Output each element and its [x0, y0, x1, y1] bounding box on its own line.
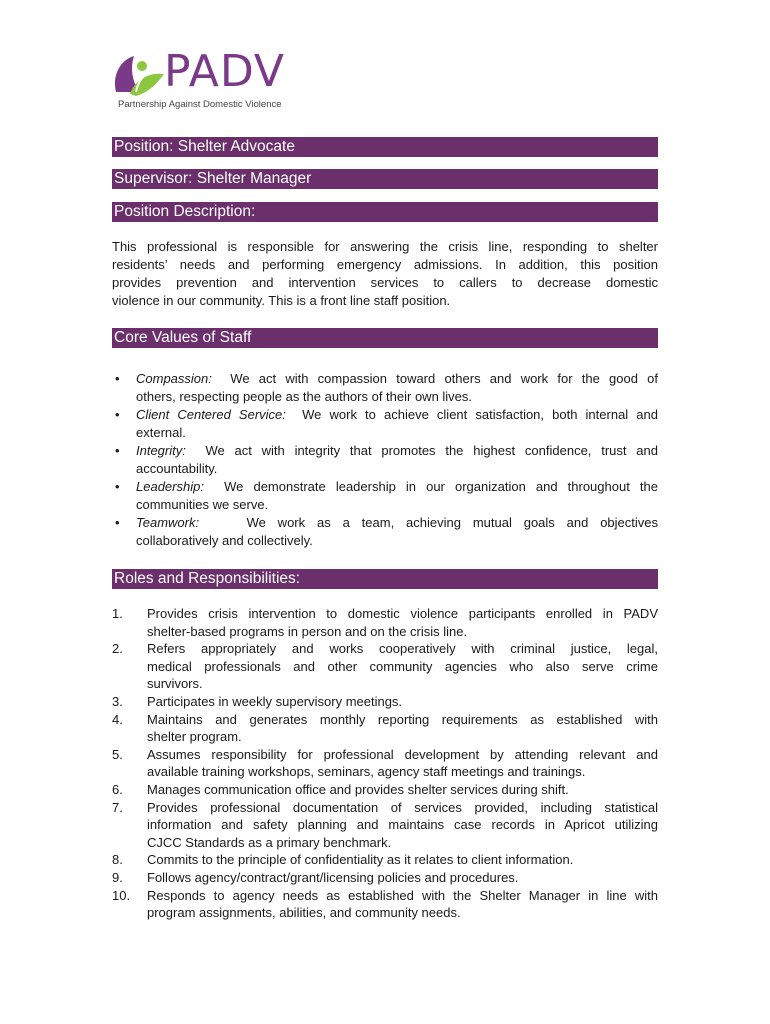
role-number: 4.: [112, 711, 123, 727]
position-title: Position: Shelter Advocate: [112, 137, 658, 157]
value-name: Client Centered Service:: [136, 407, 286, 422]
role-line: Assumes responsibility for professional development by attending relevant and: [147, 746, 658, 762]
role-line: available training workshops, seminars, agency staff meetings and trainings.: [147, 764, 586, 780]
role-line: shelter-based programs in person and on the crisis line.: [147, 623, 468, 639]
role-number: 7.: [112, 799, 123, 815]
value-line: [136, 442, 658, 460]
supervisor-title: Supervisor: Shelter Manager: [112, 169, 658, 189]
logo-tagline: Partnership Against Domestic Violence: [118, 99, 282, 110]
hands-leaf-icon: [112, 52, 166, 98]
role-item: [112, 640, 658, 693]
logo-wordmark: PADV: [164, 46, 286, 97]
value-name: Integrity:: [136, 443, 186, 458]
role-line: Commits to the principle of confidentiality as it relates to client information.: [147, 852, 574, 868]
description-line: provides prevention and intervention services to callers to decrease domestic: [112, 275, 658, 290]
position-description-header: Position Description:: [112, 202, 658, 222]
description-line: residents’ needs and performing emergency admissions. In addition, this position: [112, 257, 658, 272]
role-line: Provides professional documentation of services provided, including statistical: [147, 799, 658, 815]
role-line: shelter program.: [147, 729, 242, 745]
roles-header: Roles and Responsibilities:: [112, 569, 658, 589]
bullet-icon: •: [115, 407, 120, 422]
role-line: Participates in weekly supervisory meetings.: [147, 693, 403, 709]
core-value-item: [112, 406, 658, 442]
value-line: accountability.: [136, 461, 218, 476]
role-number: 3.: [112, 693, 123, 709]
padv-logo: [112, 46, 292, 120]
core-value-item: [112, 442, 658, 478]
value-line: [136, 478, 658, 496]
role-item: [112, 746, 658, 781]
role-line: CJCC Standards as a primary benchmark.: [147, 834, 392, 850]
value-name: Leadership:: [136, 479, 204, 494]
value-line: [136, 406, 658, 424]
bullet-icon: •: [115, 479, 120, 494]
core-values-list: [112, 370, 658, 550]
role-item: [112, 799, 658, 852]
role-number: 1.: [112, 606, 123, 621]
role-item: [112, 711, 658, 746]
role-item: [112, 887, 658, 922]
position-description-text: [112, 238, 658, 310]
role-line: program assignments, abilities, and community needs.: [147, 905, 461, 921]
role-item: [112, 781, 658, 799]
role-number: 8.: [112, 852, 123, 868]
value-name: Teamwork:: [136, 515, 200, 530]
role-line: Manages communication office and provides shelter services during shift.: [147, 781, 569, 797]
value-text: We work to achieve client satisfaction, both internal and: [302, 407, 658, 422]
role-line: survivors.: [147, 676, 203, 692]
role-line: Refers appropriately and works cooperatively with criminal justice, legal,: [147, 641, 658, 657]
core-value-item: [112, 514, 658, 550]
value-line: communities we serve.: [136, 497, 269, 512]
role-line: Maintains and generates monthly reporting requirements as established with: [147, 711, 658, 727]
core-value-item: [112, 370, 658, 406]
role-line: Follows agency/contract/grant/licensing policies and procedures.: [147, 869, 519, 885]
value-text: We act with compassion toward others and work for the good of: [230, 371, 658, 386]
role-item: [112, 851, 658, 869]
value-name: Compassion:: [136, 371, 212, 386]
role-number: 6.: [112, 781, 123, 797]
core-value-item: [112, 478, 658, 514]
bullet-icon: •: [115, 443, 120, 458]
description-line: violence in our community. This is a front line staff position.: [112, 293, 451, 308]
description-line: This professional is responsible for answering the crisis line, responding to shelter: [112, 239, 658, 254]
role-number: 9.: [112, 869, 123, 885]
role-line: information and safety planning and maintains case records in Apricot utilizing: [147, 817, 658, 833]
value-line: others, respecting people as the authors of their own lives.: [136, 389, 473, 404]
role-item: [112, 869, 658, 887]
value-text: We demonstrate leadership in our organization and throughout the: [224, 479, 658, 494]
role-number: 10.: [112, 887, 131, 903]
bullet-icon: •: [115, 515, 120, 530]
role-line: Provides crisis intervention to domestic violence participants enrolled in PADV: [147, 606, 658, 621]
core-values-header: Core Values of Staff: [112, 328, 658, 348]
value-text: We act with integrity that promotes the highest confidence, trust and: [205, 443, 658, 458]
value-line: [136, 514, 658, 532]
value-line: external.: [136, 425, 186, 440]
role-item: [112, 693, 658, 711]
value-line: [136, 370, 658, 388]
role-item: [112, 605, 658, 640]
value-line: collaboratively and collectively.: [136, 533, 313, 548]
role-number: 2.: [112, 641, 123, 657]
bullet-icon: •: [115, 371, 120, 386]
roles-list: [112, 605, 658, 922]
role-line: Responds to agency needs as established with the Shelter Manager in line with: [147, 887, 658, 903]
role-line: medical professionals and other community agencies who also serve crime: [147, 658, 658, 674]
role-number: 5.: [112, 746, 123, 762]
value-text: We work as a team, achieving mutual goals and objectives: [246, 515, 659, 530]
